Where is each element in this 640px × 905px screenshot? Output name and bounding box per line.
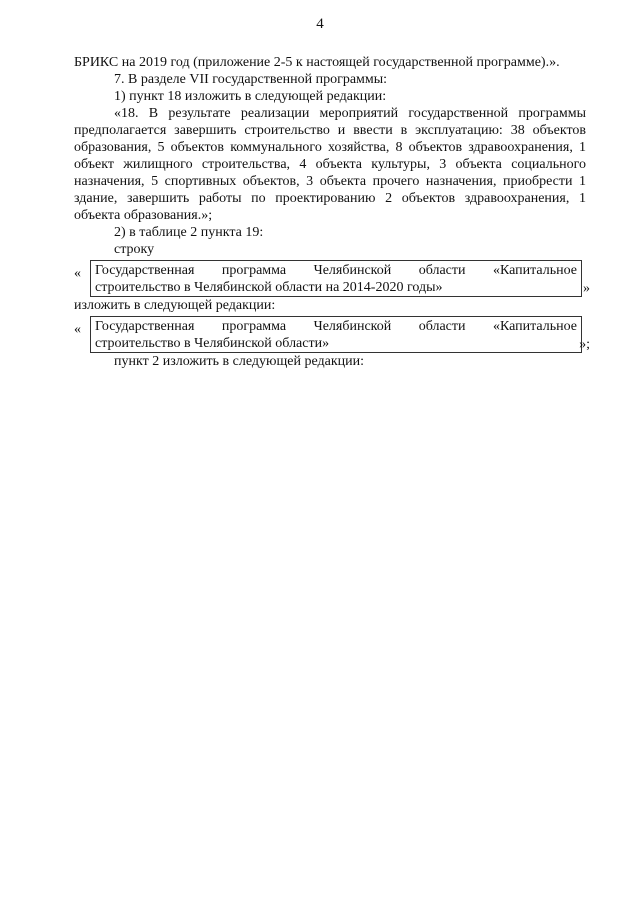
close-quote: » [583, 281, 590, 296]
paragraph-new-edition: изложить в следующей редакции: [74, 298, 276, 313]
paragraph-table-2: 2) в таблице 2 пункта 19: [114, 225, 264, 240]
paragraph-item-18: 1) пункт 18 изложить в следующей редакции: [114, 89, 387, 104]
old-table-row [90, 260, 582, 297]
new-row-line-1: Государственная программа Челябинской области «Капитальное [95, 319, 577, 334]
paragraph-row: строку [114, 242, 155, 257]
paragraph-item-18-text: «18. В результате реализации мероприятий государственной программы предполагается завершить строительство и ввести в эксплуатацию: 38 объектов образования, 5 объектов коммунального хозяйства, 8 объектов здравоохранения, 1 объект жилищного строительства, 4 объекта культуры, 3 объекта социального назначения, 5 спортивных объектов, 3 объекта прочего назначения, приобрести 1 здание, завершить работы по проектированию 2 объектов здравоохранения, 1 объекта образования.»; [74, 106, 586, 223]
paragraph-brics: БРИКС на 2019 год (приложение 2-5 к настоящей государственной программе).». [74, 55, 560, 70]
paragraph-section-vii: 7. В разделе VII государственной программы: [114, 72, 388, 87]
document-body [74, 54, 590, 370]
new-table-row [90, 316, 582, 353]
open-quote: « [74, 266, 81, 281]
new-row-block [74, 316, 590, 353]
page-number: 4 [316, 16, 324, 32]
old-row-line-2: строительство в Челябинской области на 2014-2020 годы» [95, 280, 443, 295]
new-row-line-2: строительство в Челябинской области» [95, 336, 330, 351]
close-quote: »; [579, 337, 590, 352]
open-quote: « [74, 322, 81, 337]
old-row-line-1: Государственная программа Челябинской области «Капитальное [95, 263, 577, 278]
old-row-block [74, 260, 590, 297]
paragraph-item-2: пункт 2 изложить в следующей редакции: [114, 354, 364, 369]
